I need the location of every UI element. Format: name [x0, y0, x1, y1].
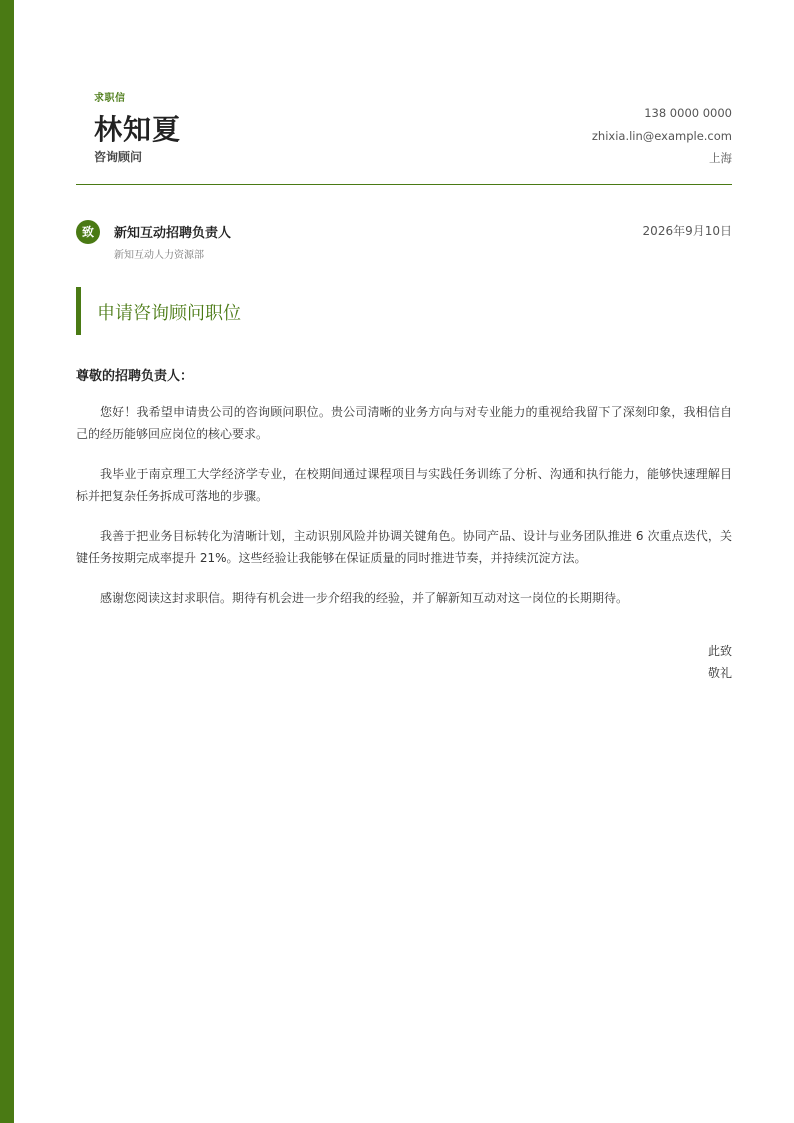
- letter-date: 2026年9月10日: [642, 224, 732, 238]
- contact-phone: 138 0000 0000: [644, 106, 732, 120]
- recipient-badge: 致: [76, 220, 100, 244]
- applicant-position: 咨询顾问: [94, 150, 143, 164]
- subject-block: [76, 287, 732, 335]
- left-accent-bar: [0, 0, 14, 1123]
- salutation: 尊敬的招聘负责人：: [76, 369, 194, 384]
- applicant-name: 林知夏: [94, 113, 182, 146]
- recipient-block: [76, 220, 732, 270]
- closing-line-1: 此致: [707, 644, 732, 658]
- contact-city: 上海: [709, 151, 732, 165]
- body-paragraph-1: 您好！我希望申请贵公司的咨询顾问职位。贵公司清晰的业务方向与对专业能力的重视给我留下了深刻印象，我相信自己的经历能够回应岗位的核心要求。: [76, 405, 732, 441]
- subject-title: 申请咨询顾问职位: [97, 303, 241, 324]
- header-divider: [76, 184, 732, 185]
- body-paragraph-4: 感谢您阅读这封求职信。期待有机会进一步介绍我的经验，并了解新知互动对这一岗位的长期期待。: [100, 591, 629, 605]
- closing-line-2: 敬礼: [707, 666, 732, 680]
- body-paragraph-3: 我善于把业务目标转化为清晰计划，主动识别风险并协调关键角色。协同产品、设计与业务团队推进 6 次重点迭代，关键任务按期完成率提升 21%。这些经验让我能够在保证质量的同时推进节奏，并持续沉淀方法。: [76, 529, 732, 565]
- body-paragraph-2: 我毕业于南京理工大学经济学专业，在校期间通过课程项目与实践任务训练了分析、沟通和执行能力，能够快速理解目标并把复杂任务拆成可落地的步骤。: [76, 467, 732, 503]
- contact-info: [592, 102, 732, 170]
- contact-email: zhixia.lin@example.com: [591, 128, 732, 143]
- letter-header: [76, 86, 732, 186]
- recipient-department: 新知互动人力资源部: [114, 250, 204, 261]
- document-type-label: 求职信: [94, 93, 126, 104]
- closing-block: [708, 640, 732, 684]
- recipient-name: 新知互动招聘负责人: [114, 226, 232, 241]
